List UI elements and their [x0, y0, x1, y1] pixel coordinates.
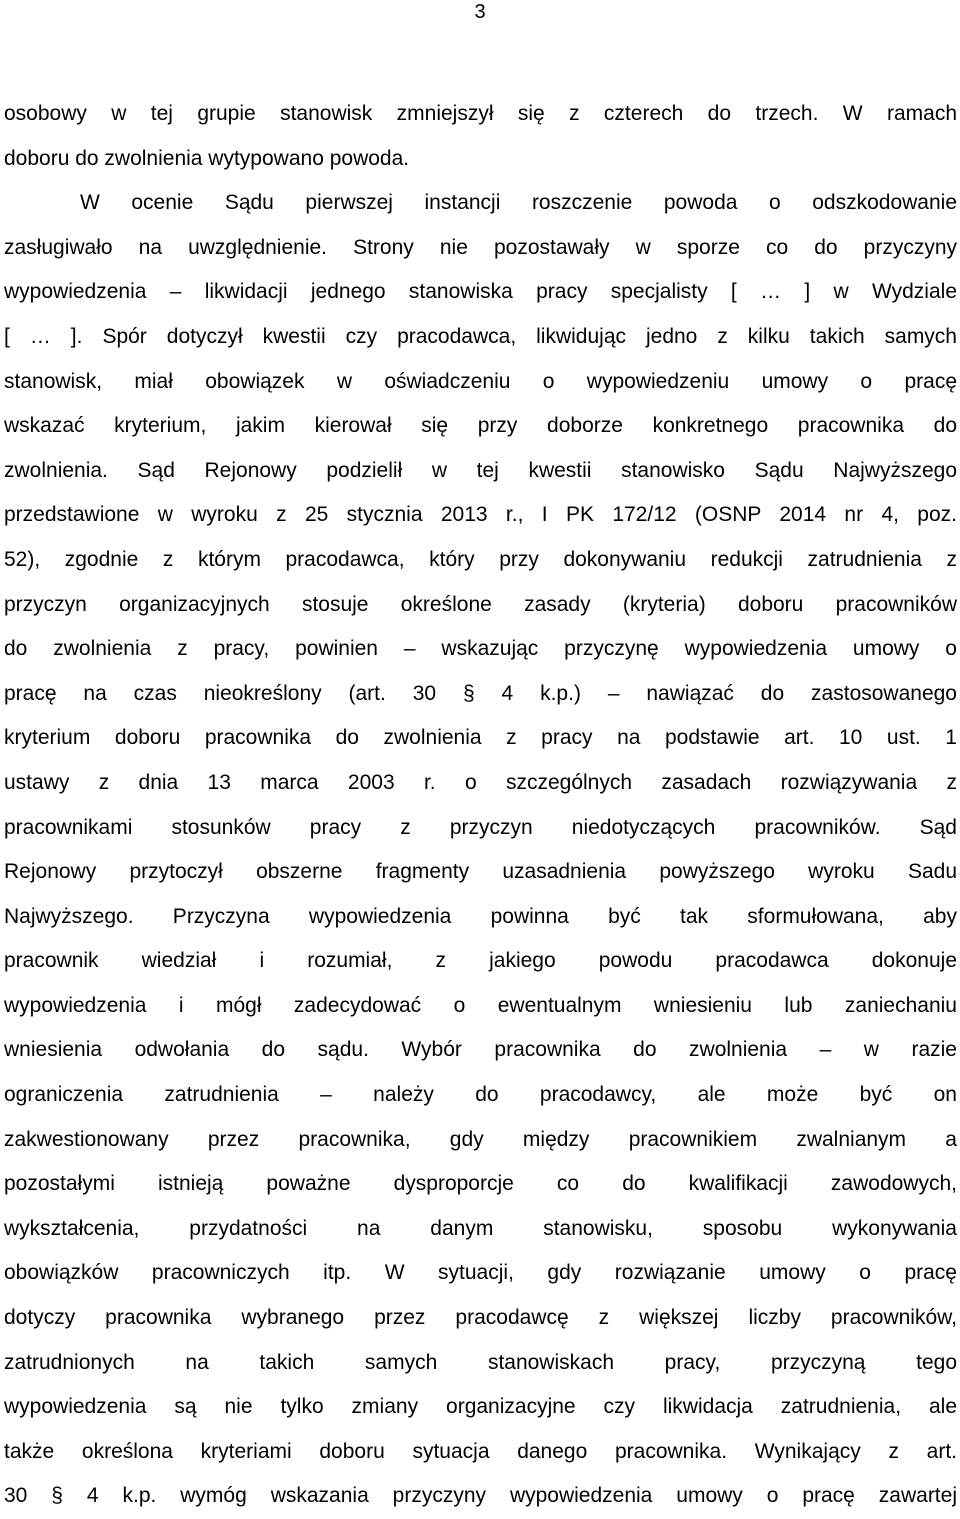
text-line: pracę na czas nieokreślony (art. 30 § 4 k.p.) – nawiązać do zastosowanego: [4, 681, 957, 705]
text-line: pracownikami stosunków pracy z przyczyn niedotyczących pracowników. Sąd: [4, 815, 957, 839]
text-line: ustawy z dnia 13 marca 2003 r. o szczególnych zasadach rozwiązywania z: [4, 770, 957, 794]
text-line: zasługiwało na uwzględnienie. Strony nie pozostawały w sporze co do przyczyny: [4, 235, 957, 259]
text-line: przedstawione w wyroku z 25 stycznia 2013 r., I PK 172/12 (OSNP 2014 nr 4, poz.: [4, 503, 957, 527]
text-line: W ocenie Sądu pierwszej instancji roszczenie powoda o odszkodowanie: [80, 191, 957, 215]
document-body: [4, 92, 957, 1519]
text-line: przyczyn organizacyjnych stosuje określone zasady (kryteria) doboru pracowników: [4, 592, 957, 616]
text-line: dotyczy pracownika wybranego przez pracodawcę z większej liczby pracowników,: [4, 1306, 957, 1330]
text-line: zakwestionowany przez pracownika, gdy między pracownikiem zwalnianym a: [4, 1127, 957, 1151]
text-line: wypowiedzenia – likwidacji jednego stanowiska pracy specjalisty [ … ] w Wydziale: [4, 280, 957, 304]
text-line: obowiązków pracowniczych itp. W sytuacji, gdy rozwiązanie umowy o pracę: [4, 1261, 957, 1285]
text-line: także określona kryteriami doboru sytuacja danego pracownika. Wynikający z art.: [4, 1439, 957, 1463]
text-line: do zwolnienia z pracy, powinien – wskazując przyczynę wypowiedzenia umowy o: [4, 637, 957, 661]
text-line: [ … ]. Spór dotyczył kwestii czy pracodawca, likwidując jedno z kilku takich samych: [4, 324, 957, 348]
text-line: osobowy w tej grupie stanowisk zmniejszył się z czterech do trzech. W ramach: [4, 102, 957, 125]
page-number: 3: [474, 1, 486, 23]
text-line: wskazać kryterium, jakim kierował się przy doborze konkretnego pracownika do: [4, 414, 957, 438]
text-line: wykształcenia, przydatności na danym stanowisku, sposobu wykonywania: [4, 1216, 957, 1240]
text-line: zatrudnionych na takich samych stanowiskach pracy, przyczyną tego: [4, 1350, 957, 1374]
text-line: 30 § 4 k.p. wymóg wskazania przyczyny wypowiedzenia umowy o pracę zawartej: [4, 1484, 957, 1508]
text-line: kryterium doboru pracownika do zwolnienia z pracy na podstawie art. 10 ust. 1: [4, 726, 957, 750]
text-line: wniesienia odwołania do sądu. Wybór pracownika do zwolnienia – w razie: [4, 1038, 957, 1062]
text-line: stanowisk, miał obowiązek w oświadczeniu o wypowiedzeniu umowy o pracę: [4, 369, 957, 393]
text-line: pracownik wiedział i rozumiał, z jakiego powodu pracodawca dokonuje: [4, 949, 957, 973]
text-line: wypowiedzenia są nie tylko zmiany organizacyjne czy likwidacja zatrudnienia, ale: [4, 1395, 957, 1419]
text-line: Rejonowy przytoczył obszerne fragmenty uzasadnienia powyższego wyroku Sadu: [4, 860, 957, 884]
text-line: ograniczenia zatrudnienia – należy do pracodawcy, ale może być on: [4, 1083, 957, 1107]
text-line: doboru do zwolnienia wytypowano powoda.: [4, 146, 410, 170]
text-line: zwolnienia. Sąd Rejonowy podzielił w tej kwestii stanowisko Sądu Najwyższego: [4, 458, 957, 482]
text-line: pozostałymi istnieją poważne dysproporcje co do kwalifikacji zawodowych,: [4, 1172, 957, 1196]
text-line: 52), zgodnie z którym pracodawca, który przy dokonywaniu redukcji zatrudnienia z: [4, 547, 957, 571]
text-line: Najwyższego. Przyczyna wypowiedzenia powinna być tak sformułowana, aby: [4, 904, 957, 928]
text-line: wypowiedzenia i mógł zadecydować o ewentualnym wniesieniu lub zaniechaniu: [4, 993, 957, 1017]
